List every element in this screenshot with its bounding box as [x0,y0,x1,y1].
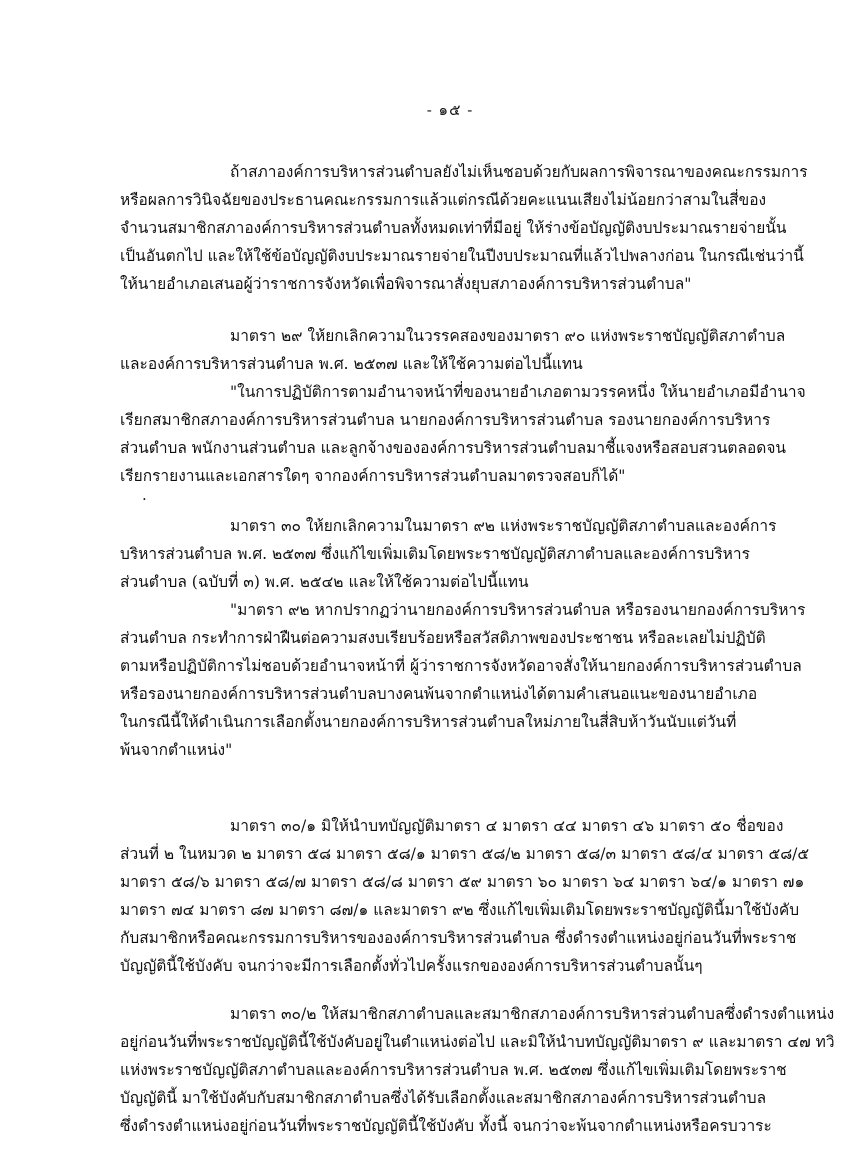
text-line: พ้นจากตำแหน่ง" [120,741,233,759]
section-29 [120,322,806,508]
text-line: บัญญัตินี้ใช้บังคับ จนกว่าจะมีการเลือกตั้งทั่วไปครั้งแรกขององค์การบริหารส่วนตำบลนั้นๆ [120,957,703,975]
text-line: จำนวนสมาชิกสภาองค์การบริหารส่วนตำบลทั้งหมดเท่าที่มีอยู่ ให้ร่างข้อบัญญัติงบประมาณรายจ่ายนั้น [120,219,787,237]
text-line: ถ้าสภาองค์การบริหารส่วนตำบลยังไม่เห็นชอบด้วยกับผลการพิจารณาของคณะกรรมการ [230,163,808,181]
text-line: กับสมาชิกหรือคณะกรรมการบริหารขององค์การบริหารส่วนตำบล ซึ่งดำรงตำแหน่งอยู่ก่อนวันที่พระราช [120,929,797,947]
text-line: หรือผลการวินิจฉัยของประธานคณะกรรมการแล้วแต่กรณีด้วยคะแนนเสียงไม่น้อยกว่าสามในสี่ของ [120,191,767,209]
section-30-2 [120,1000,835,1140]
section-30-1 [120,812,810,980]
text-line: อยู่ก่อนวันที่พระราชบัญญัตินี้ใช้บังคับอยู่ในตำแหน่งต่อไป และมิให้นำบทบัญญัติมาตรา ๙ และมาตรา ๔๗ ทวิ [120,1033,835,1051]
section-heading-line: มาตรา ๓๐ ให้ยกเลิกความในมาตรา ๙๒ แห่งพระราชบัญญัติสภาตำบลและองค์การ [230,517,777,535]
text-line: แห่งพระราชบัญญัติสภาตำบลและองค์การบริหารส่วนตำบล พ.ศ. ๒๕๓๗ ซึ่งแก้ไขเพิ่มเติมโดยพระราช [120,1061,787,1079]
text-line: ส่วนที่ ๒ ในหมวด ๒ มาตรา ๕๘ มาตรา ๕๘/๑ มาตรา ๕๘/๒ มาตรา ๕๘/๓ มาตรา ๕๘/๔ มาตรา ๕๘/๕ [120,845,810,863]
text-line: หรือรองนายกองค์การบริหารส่วนตำบลบางคนพ้นจากตำแหน่งได้ตามคำเสนอแนะของนายอำเภอ [120,685,758,703]
section-heading-line: มาตรา ๓๐/๑ มิให้นำบทบัญญัติมาตรา ๔ มาตรา ๔๔ มาตรา ๔๖ มาตรา ๕๐ ชื่อของ [230,817,784,835]
text-line: ส่วนตำบล กระทำการฝ่าฝืนต่อความสงบเรียบร้อยหรือสวัสดิภาพของประชาชน หรือละเลยไม่ปฏิบัติ [120,629,766,647]
quoted-text-line: "ในการปฏิบัติการตามอำนาจหน้าที่ของนายอำเภอตามวรรคหนึ่ง ให้นายอำเภอมีอำนาจ [230,383,806,401]
text-line: บัญญัตินี้ มาใช้บังคับกับสมาชิกสภาตำบลซึ่งได้รับเลือกตั้งและสมาชิกสภาองค์การบริหารส่วนตำบล [120,1089,767,1107]
quoted-text-line: "มาตรา ๙๒ หากปรากฏว่านายกองค์การบริหารส่วนตำบล หรือรองนายกองค์การบริหาร [230,601,806,619]
text-line: มาตรา ๕๘/๖ มาตรา ๕๘/๗ มาตรา ๕๘/๘ มาตรา ๕๙ มาตรา ๖๐ มาตรา ๖๔ มาตรา ๖๔/๑ มาตรา ๗๑ [120,873,805,891]
text-line: บริหารส่วนตำบล พ.ศ. ๒๕๓๗ ซึ่งแก้ไขเพิ่มเติมโดยพระราชบัญญัติสภาตำบลและองค์การบริหาร [120,545,750,563]
text-line: ให้นายอำเภอเสนอผู้ว่าราชการจังหวัดเพื่อพิจารณาสั่งยุบสภาองค์การบริหารส่วนตำบล" [120,275,692,293]
section-30 [120,512,806,764]
text-line: ตามหรือปฏิบัติการไม่ชอบด้วยอำนาจหน้าที่ ผู้ว่าราชการจังหวัดอาจสั่งให้นายกองค์การบริหารส่วนตำบล [120,657,802,675]
text-line: ในกรณีนี้ให้ดำเนินการเลือกตั้งนายกองค์การบริหารส่วนตำบลใหม่ภายในสี่สิบห้าวันนับแต่วันที่ [120,713,737,731]
section-heading-line: มาตรา ๓๐/๒ ให้สมาชิกสภาตำบลและสมาชิกสภาองค์การบริหารส่วนตำบลซึ่งดำรงตำแหน่ง [230,1005,835,1023]
section-heading-line: มาตรา ๒๙ ให้ยกเลิกความในวรรคสองของมาตรา ๙๐ แห่งพระราชบัญญัติสภาตำบล [230,327,786,345]
page-number: - ๑๕ - [426,101,474,119]
text-line: เรียกสมาชิกสภาองค์การบริหารส่วนตำบล นายกองค์การบริหารส่วนตำบล รองนายกองค์การบริหาร [120,411,771,429]
text-line: มาตรา ๗๔ มาตรา ๘๗ มาตรา ๘๗/๑ และมาตรา ๙๒ ซึ่งแก้ไขเพิ่มเติมโดยพระราชบัญญัตินี้มาใช้บังคับ [120,901,800,919]
text-line: ส่วนตำบล พนักงานส่วนตำบล และลูกจ้างขององค์การบริหารส่วนตำบลมาชี้แจงหรือสอบสวนตลอดจน [120,439,787,457]
text-line: เป็นอันตกไป และให้ใช้ข้อบัญญัติงบประมาณรายจ่ายในปีงบประมาณที่แล้วไปพลางก่อน ในกรณีเช่นว่านี้ [120,247,804,265]
text-line: และองค์การบริหารส่วนตำบล พ.ศ. ๒๕๓๗ และให้ใช้ความต่อไปนี้แทน [120,355,583,373]
paragraph-continuation [120,158,808,298]
text-line: ซึ่งดำรงตำแหน่งอยู่ก่อนวันที่พระราชบัญญัตินี้ใช้บังคับ ทั้งนี้ จนกว่าจะพ้นจากตำแหน่งหรือครบวาระ [120,1117,772,1135]
text-line: ส่วนตำบล (ฉบับที่ ๓) พ.ศ. ๒๕๔๒ และให้ใช้ความต่อไปนี้แทน [120,573,529,591]
stray-mark: · [142,490,147,508]
text-line: เรียกรายงานและเอกสารใดๆ จากองค์การบริหารส่วนตำบลมาตรวจสอบก็ได้" [120,467,626,485]
